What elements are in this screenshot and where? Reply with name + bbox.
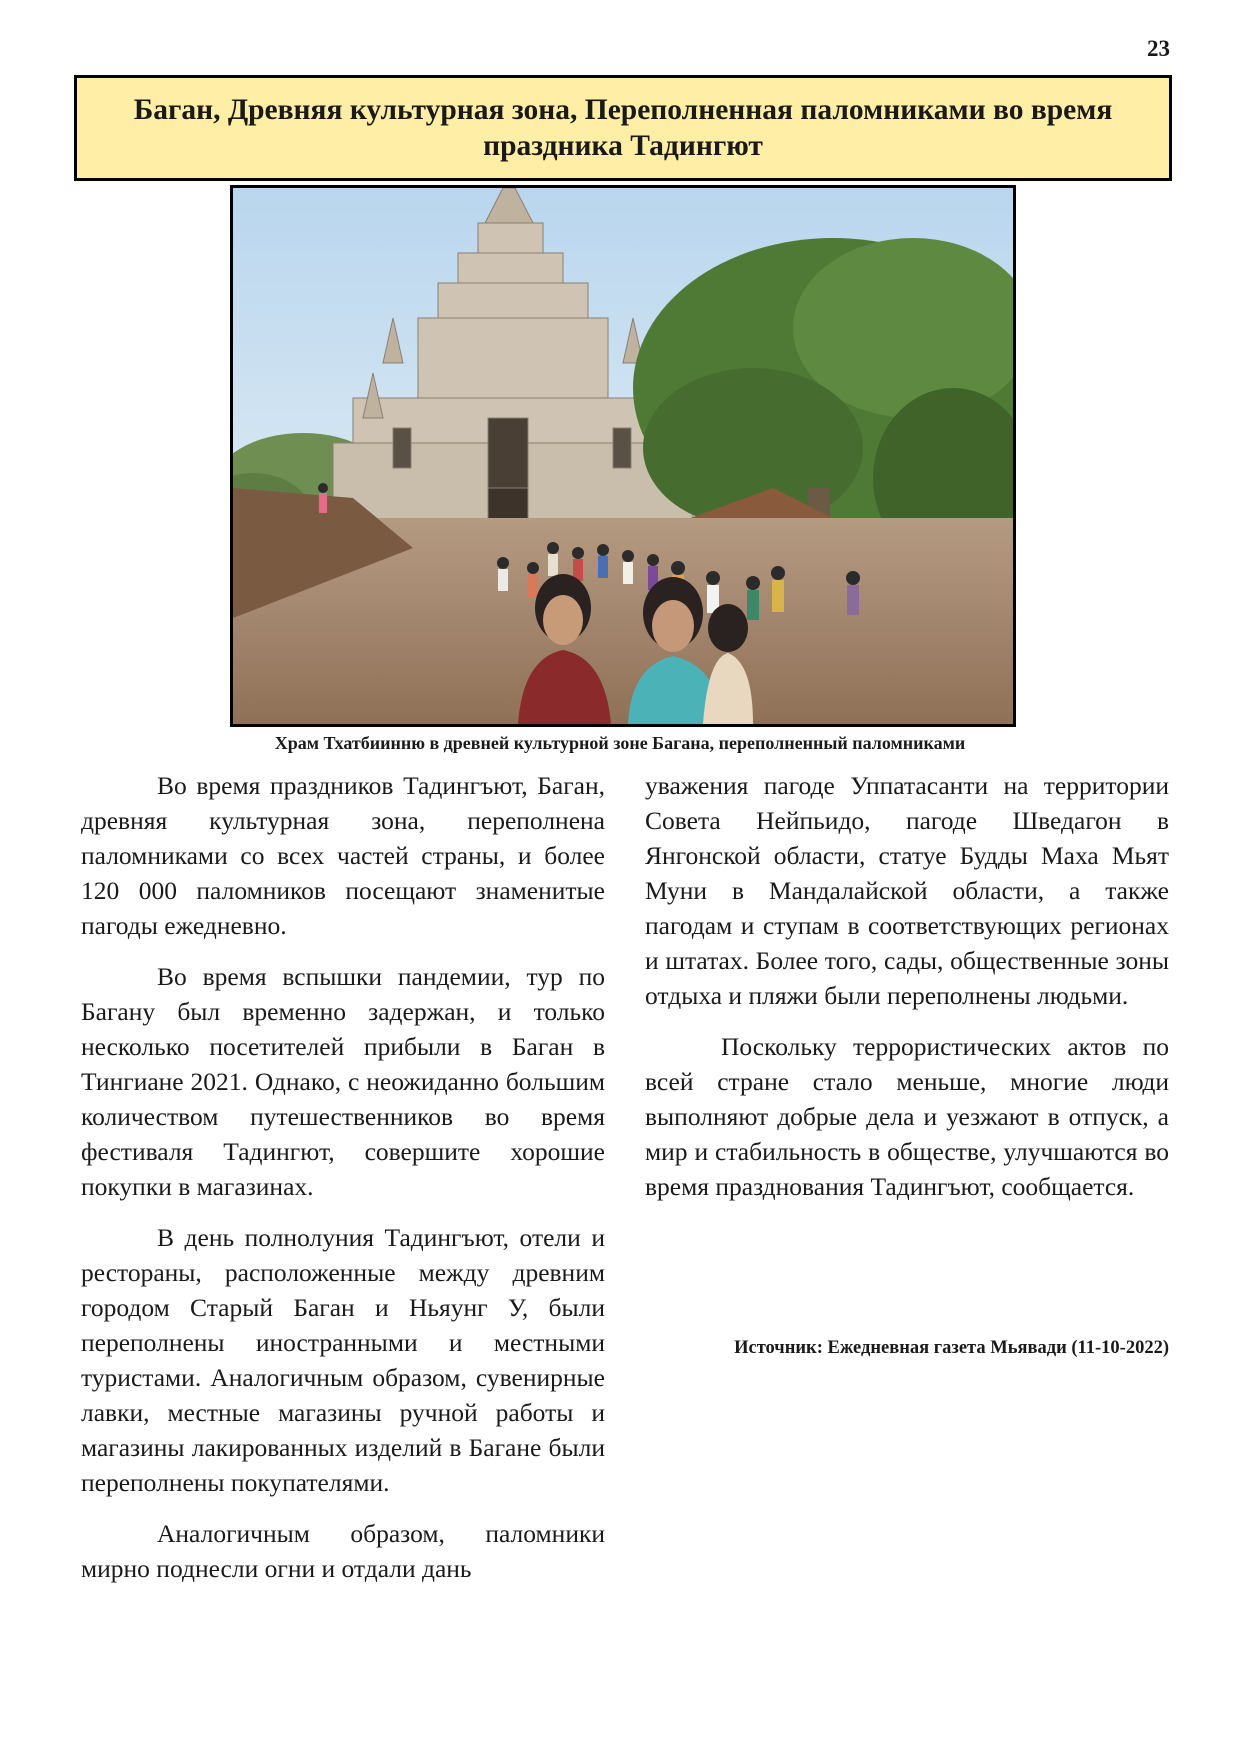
article-column-left xyxy=(81,768,605,1602)
paragraph: В день полнолуния Тадингъют, отели и рестораны, расположенные между древним городом Старый Баган и Ньяунг У, были переполнены иностранными и местными туристами. Аналогичным образом, сувенирные лавки, местные магазины ручной работы и магазины лакированных изделий в Багане были переполнены покупателями. xyxy=(81,1223,605,1497)
paragraph: Поскольку террористических актов по всей стране стало меньше, многие люди выполняют добрые дела и уезжают в отпуск, а мир и стабильность в обществе, улучшаются во время празднования Тадингъют, сообщается. xyxy=(645,1032,1169,1201)
source-credit: Источник: Ежедневная газета Мьявади (11-10-2022) xyxy=(734,1338,1169,1358)
article-photo xyxy=(230,185,1016,727)
paragraph: уважения пагоде Уппатасанти на территории Совета Нейпьидо, пагоде Шведагон в Янгонской области, статуе Будды Маха Мьят Муни в Мандалайской области, а также пагодам и ступам в соответствующих регионах и штатах. Более того, сады, общественные зоны отдыха и пляжи были переполнены людьми. xyxy=(645,771,1169,1010)
photo-caption: Храм Тхатбиинню в древней культурной зоне Багана, переполненный паломниками xyxy=(274,733,966,753)
paragraph: Аналогичным образом, паломники мирно поднесли огни и отдали дань xyxy=(81,1519,605,1583)
article-title-box xyxy=(74,75,1172,181)
article-title: Баган, Древняя культурная зона, Переполненная паломниками во время праздника Тадингют xyxy=(133,94,1113,162)
temple-photo-illustration xyxy=(233,188,1013,724)
paragraph: Во время праздников Тадингъют, Баган, древняя культурная зона, переполнена паломниками со всех частей страны, и более 120 000 паломников посещают знаменитые пагоды ежедневно. xyxy=(81,771,605,940)
article-column-right xyxy=(645,768,1169,1220)
paragraph: Во время вспышки пандемии, тур по Багану был временно задержан, и только несколько посетителей прибыли в Баган в Тингиане 2021. Однако, с неожиданно большим количеством путешественников во время фестиваля Тадингют, совершите хорошие покупки в магазинах. xyxy=(81,962,605,1201)
page-number: 23 xyxy=(1147,36,1170,61)
